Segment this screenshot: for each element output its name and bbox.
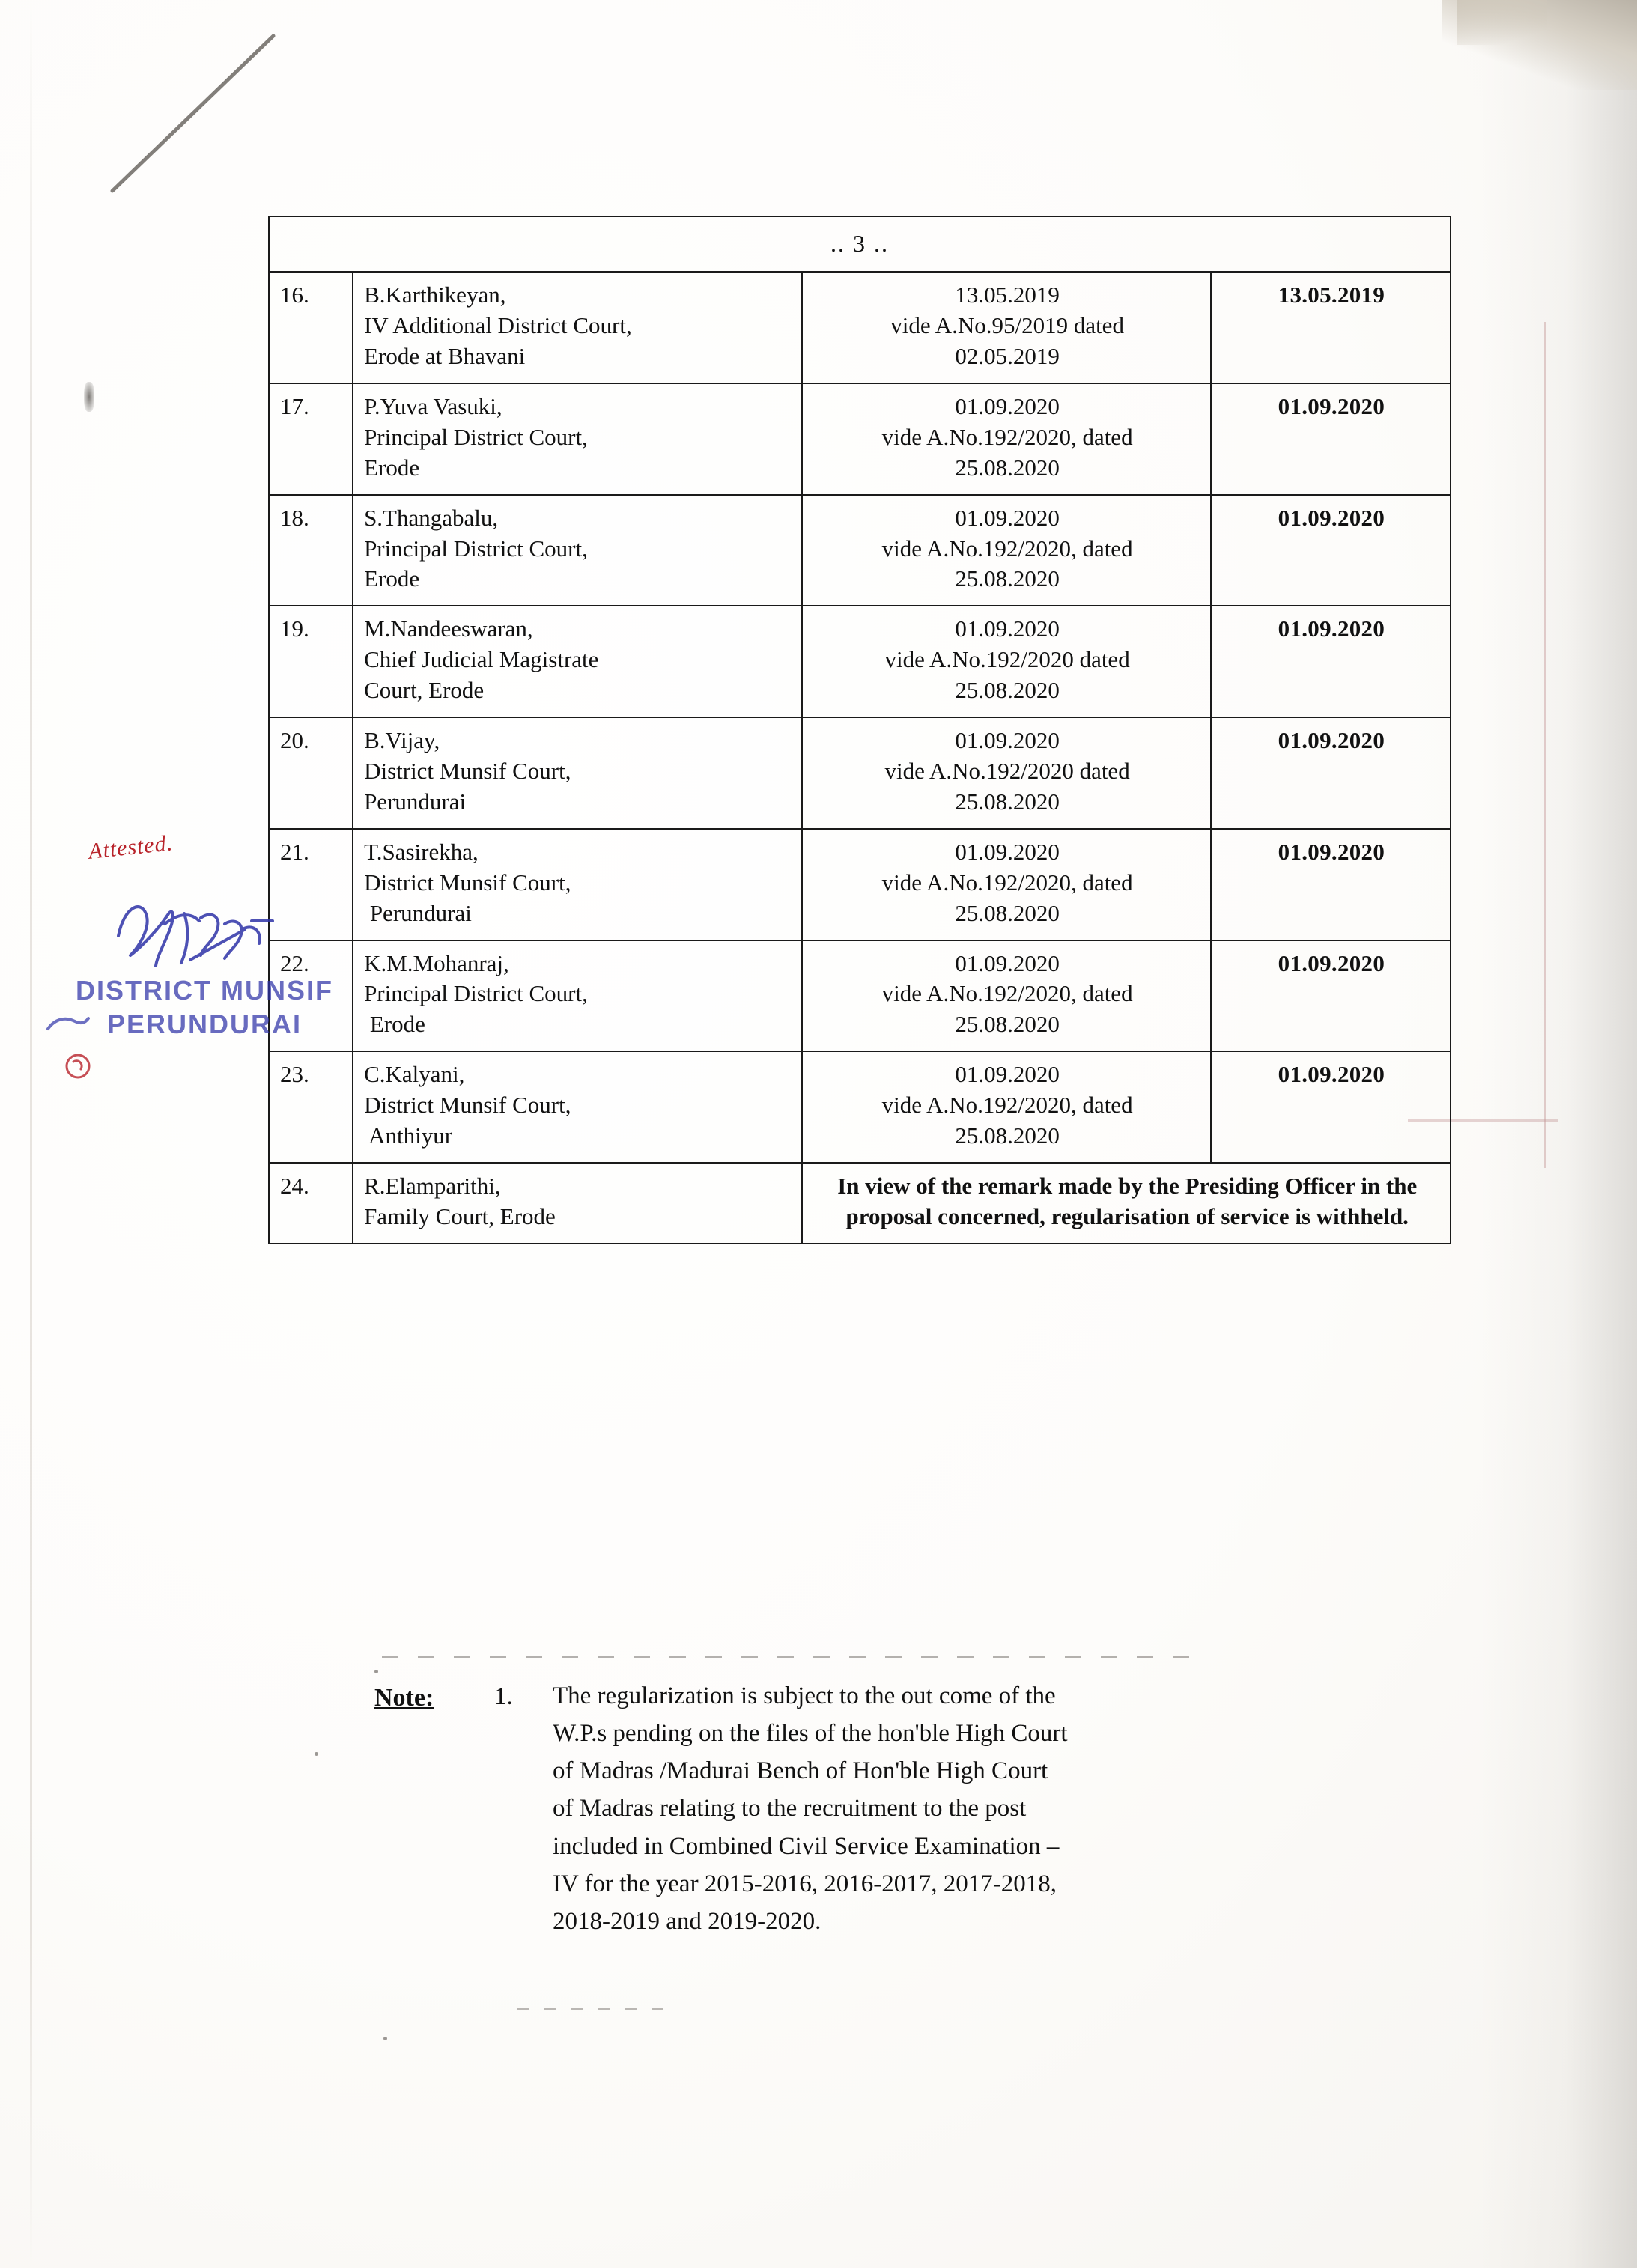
table-row [269, 495, 1451, 606]
row-order-reference [802, 1051, 1210, 1163]
name-line: Perundurai [364, 788, 467, 815]
order-line: 01.09.2020 [955, 615, 1060, 642]
row-order-reference [802, 717, 1210, 829]
order-line: 25.08.2020 [955, 899, 1060, 926]
row-date: 01.09.2020 [1211, 717, 1451, 829]
order-line: vide A.No.192/2020 dated [884, 758, 1130, 785]
name-line: Perundurai [364, 899, 472, 926]
row-name [353, 495, 802, 606]
name-line: Principal District Court, [364, 423, 588, 450]
row-name [353, 717, 802, 829]
table-row [269, 272, 1451, 383]
name-line: R.Elamparithi, [364, 1172, 501, 1199]
table-row [269, 940, 1451, 1052]
table-row [269, 1163, 1451, 1244]
order-line: 25.08.2020 [955, 788, 1060, 815]
stray-dot-mark [383, 2037, 387, 2040]
order-line: 01.09.2020 [955, 838, 1060, 865]
table-row [269, 606, 1451, 717]
name-line: B.Vijay, [364, 727, 440, 754]
order-line: 13.05.2019 [955, 282, 1060, 308]
order-line: 01.09.2020 [955, 1061, 1060, 1088]
row-withheld-remark: In view of the remark made by the Presiding Officer in the proposal concerned, regularisation of service is withheld. [802, 1163, 1451, 1244]
row-serial: 16. [269, 272, 353, 383]
row-serial: 23. [269, 1051, 353, 1163]
order-line: 01.09.2020 [955, 504, 1060, 531]
order-line: 01.09.2020 [955, 727, 1060, 754]
row-date: 01.09.2020 [1211, 383, 1451, 495]
row-serial: 18. [269, 495, 353, 606]
name-line: S.Thangabalu, [364, 504, 499, 531]
name-line: Principal District Court, [364, 535, 588, 562]
note-body [553, 1677, 1296, 1940]
row-date: 01.09.2020 [1211, 829, 1451, 940]
row-name [353, 606, 802, 717]
row-serial: 21. [269, 829, 353, 940]
note-line: included in Combined Civil Service Examination – [553, 1832, 1060, 1860]
name-line: Family Court, Erode [364, 1203, 556, 1229]
note-line: IV for the year 2015-2016, 2016-2017, 2017-2018, [553, 1870, 1057, 1897]
name-line: Principal District Court, [364, 980, 588, 1007]
name-line: M.Nandeeswaran, [364, 615, 533, 642]
stray-dot-mark [315, 1752, 318, 1756]
note-line: 2018-2019 and 2019-2020. [553, 1907, 821, 1935]
row-name [353, 272, 802, 383]
row-serial: 17. [269, 383, 353, 495]
row-name [353, 1051, 802, 1163]
name-line: District Munsif Court, [364, 758, 571, 785]
name-line: Erode [364, 1011, 425, 1038]
note-label: Note: [374, 1684, 434, 1712]
ink-smudge-mark [84, 382, 94, 412]
order-line: vide A.No.192/2020, dated [881, 535, 1133, 562]
row-date: 01.09.2020 [1211, 495, 1451, 606]
row-name [353, 940, 802, 1052]
table-row [269, 717, 1451, 829]
name-line: Erode [364, 454, 420, 481]
row-serial: 20. [269, 717, 353, 829]
stray-dot-mark [374, 1670, 378, 1673]
order-line: vide A.No.192/2020, dated [881, 423, 1133, 450]
order-line: vide A.No.95/2019 dated [890, 312, 1124, 339]
official-stamp [43, 973, 365, 1041]
row-date: 13.05.2019 [1211, 272, 1451, 383]
row-date: 01.09.2020 [1211, 940, 1451, 1052]
page-number: .. 3 .. [269, 216, 1451, 272]
row-serial: 22. [269, 940, 353, 1052]
row-date: 01.09.2020 [1211, 1051, 1451, 1163]
stamp-line-2: PERUNDURAI [106, 1009, 302, 1039]
name-line: Court, Erode [364, 677, 485, 704]
regularisation-table [268, 216, 1451, 1244]
note-number: 1. [494, 1683, 513, 1710]
name-line: Anthiyur [364, 1122, 453, 1149]
name-line: IV Additional District Court, [364, 312, 632, 339]
stamp-line-1: DISTRICT MUNSIF [76, 975, 333, 1006]
row-serial: 24. [269, 1163, 353, 1244]
attested-annotation: Attested. [87, 830, 174, 864]
row-date: 01.09.2020 [1211, 606, 1451, 717]
name-line: District Munsif Court, [364, 1092, 571, 1119]
order-line: 02.05.2019 [955, 343, 1060, 370]
table-row [269, 829, 1451, 940]
row-serial: 19. [269, 606, 353, 717]
note-line: W.P.s pending on the files of the hon'ble High Court [553, 1720, 1068, 1748]
row-order-reference [802, 383, 1210, 495]
note-line: The regularization is subject to the out come of the [553, 1682, 1056, 1709]
row-name [353, 829, 802, 940]
name-line: T.Sasirekha, [364, 838, 479, 865]
order-line: 25.08.2020 [955, 677, 1060, 704]
row-order-reference [802, 495, 1210, 606]
row-order-reference [802, 829, 1210, 940]
print-margin-line-vertical [1544, 322, 1546, 1168]
row-order-reference [802, 272, 1210, 383]
order-line: 25.08.2020 [955, 1122, 1060, 1149]
order-line: 25.08.2020 [955, 454, 1060, 481]
seal-icon [58, 1048, 97, 1081]
order-line: vide A.No.192/2020, dated [881, 1092, 1133, 1119]
name-line: Erode at Bhavani [364, 343, 526, 370]
row-order-reference [802, 606, 1210, 717]
dashed-guide-top [382, 1656, 1191, 1658]
note-line: of Madras /Madurai Bench of Hon'ble High Court [553, 1757, 1048, 1785]
table-row [269, 383, 1451, 495]
order-line: 25.08.2020 [955, 565, 1060, 592]
note-line: of Madras relating to the recruitment to the post [553, 1795, 1027, 1822]
name-line: B.Karthikeyan, [364, 282, 506, 308]
order-line: 01.09.2020 [955, 392, 1060, 419]
note-section [374, 1677, 1296, 1940]
name-line: Erode [364, 565, 420, 592]
table-row [269, 1051, 1451, 1163]
table-page-number-row [269, 216, 1451, 272]
name-line: Chief Judicial Magistrate [364, 646, 599, 673]
order-line: 01.09.2020 [955, 949, 1060, 976]
name-line: K.M.Mohanraj, [364, 949, 509, 976]
dashed-guide-bottom [517, 2008, 666, 2010]
order-line: 25.08.2020 [955, 1011, 1060, 1038]
order-line: vide A.No.192/2020, dated [881, 869, 1133, 896]
row-order-reference [802, 940, 1210, 1052]
name-line: District Munsif Court, [364, 869, 571, 896]
row-name [353, 1163, 802, 1244]
page-left-edge [30, 0, 32, 2268]
name-line: C.Kalyani, [364, 1061, 465, 1088]
name-line: P.Yuva Vasuki, [364, 392, 502, 419]
order-line: vide A.No.192/2020, dated [881, 980, 1133, 1007]
order-line: vide A.No.192/2020 dated [884, 646, 1130, 673]
row-name [353, 383, 802, 495]
